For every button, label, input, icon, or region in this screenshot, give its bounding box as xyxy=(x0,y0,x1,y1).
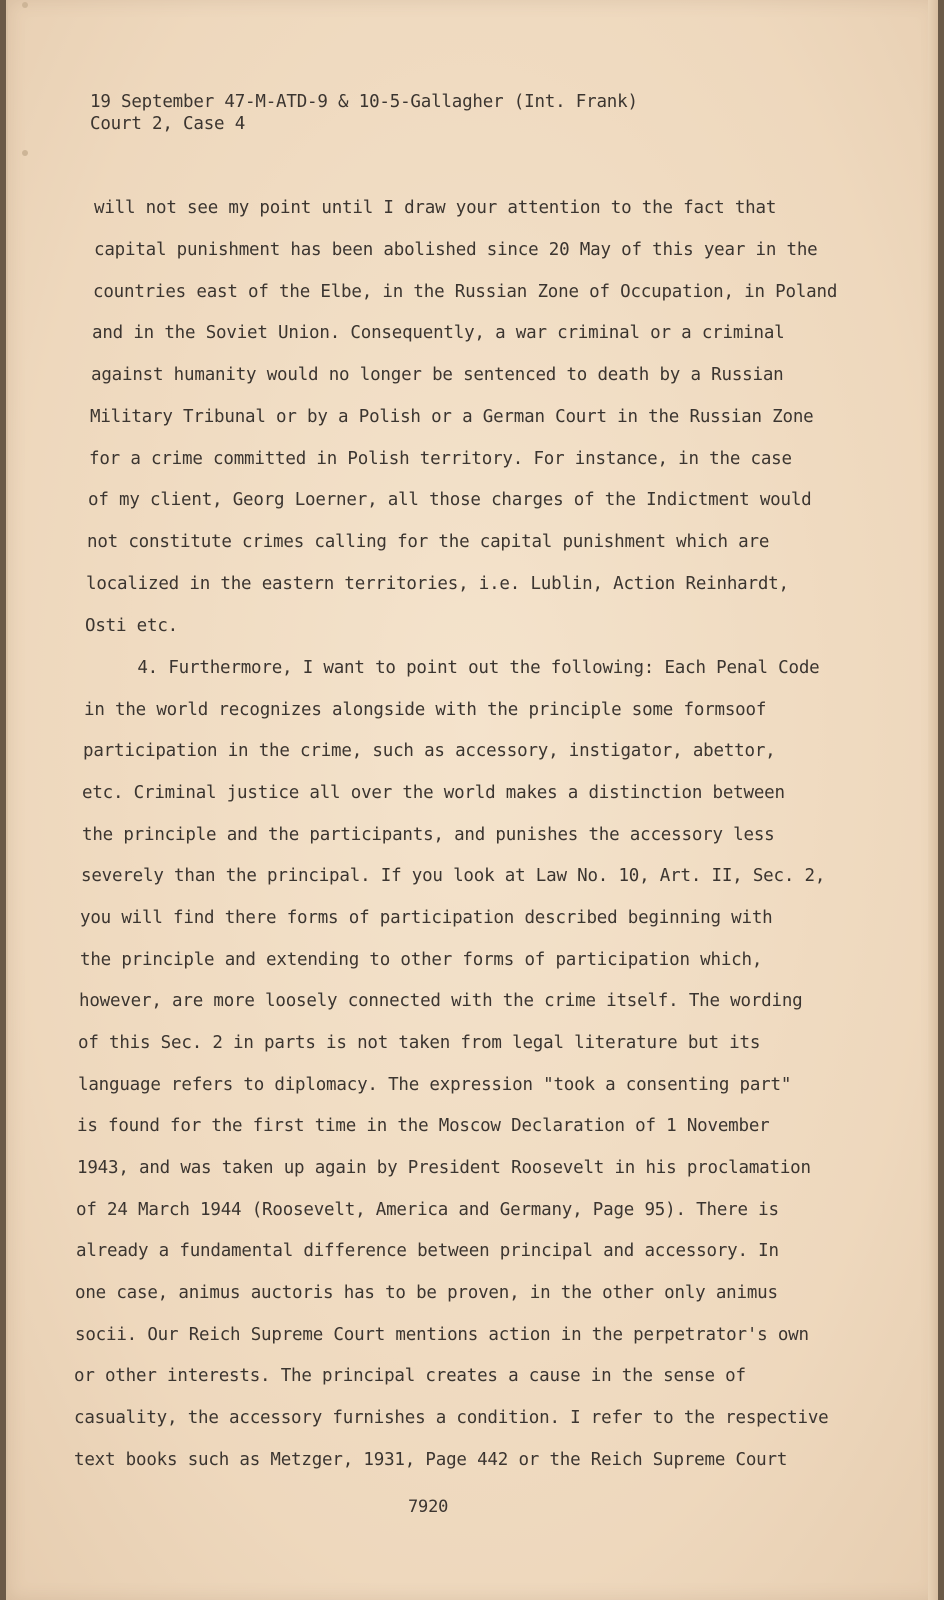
body-text-line: language refers to diplomacy. The expression "took a consenting part" xyxy=(78,1075,792,1095)
body-text-line: participation in the crime, such as accessory, instigator, abettor, xyxy=(83,741,776,761)
body-text-line: 4. Furthermore, I want to point out the following: Each Penal Code xyxy=(96,658,820,678)
body-text-line: however, are more loosely connected with the crime itself. The wording xyxy=(79,991,803,1011)
body-text-line: casuality, the accessory furnishes a condition. I refer to the respective xyxy=(74,1408,829,1428)
document-page xyxy=(6,0,938,1600)
body-text-line: not constitute crimes calling for the capital punishment which are xyxy=(87,532,770,552)
body-text-line: or other interests. The principal creates a cause in the sense of xyxy=(74,1366,746,1386)
page-edge-shadow xyxy=(928,0,938,1600)
body-text-line: of this Sec. 2 in parts is not taken from legal literature but its xyxy=(78,1033,761,1053)
page-number: 7920 xyxy=(408,1497,449,1517)
body-text-line: of 24 March 1944 (Roosevelt, America and Germany, Page 95). There is xyxy=(76,1200,779,1220)
body-text-line: capital punishment has been abolished since 20 May of this year in the xyxy=(94,240,818,260)
binding-mark xyxy=(22,150,28,156)
body-text-line: severely than the principal. If you look at Law No. 10, Art. II, Sec. 2, xyxy=(81,866,826,886)
body-text-line: against humanity would no longer be sentenced to death by a Russian xyxy=(91,365,784,385)
body-text-line: of my client, Georg Loerner, all those charges of the Indictment would xyxy=(88,490,812,510)
body-text-line: and in the Soviet Union. Consequently, a war criminal or a criminal xyxy=(92,323,785,343)
body-text-line: socii. Our Reich Supreme Court mentions action in the perpetrator's own xyxy=(75,1325,809,1345)
body-text-line: 1943, and was taken up again by President Roosevelt in his proclamation xyxy=(77,1158,811,1178)
header-court-line: Court 2, Case 4 xyxy=(90,114,246,134)
body-text-line: you will find there forms of participation described beginning with xyxy=(80,908,773,928)
body-text-line: for a crime committed in Polish territory. For instance, in the case xyxy=(89,449,792,469)
body-text-line: the principle and the participants, and punishes the accessory less xyxy=(82,825,775,845)
body-text-line: Military Tribunal or by a Polish or a German Court in the Russian Zone xyxy=(90,407,814,427)
body-text-line: one case, animus auctoris has to be proven, in the other only animus xyxy=(75,1283,778,1303)
header-session-line: 19 September 47-M-ATD-9 & 10-5-Gallagher (Int. Frank) xyxy=(90,92,638,112)
binding-mark xyxy=(22,2,28,8)
body-text-line: Osti etc. xyxy=(85,616,179,636)
body-text-line: is found for the first time in the Moscow Declaration of 1 November xyxy=(77,1116,770,1136)
body-text-line: localized in the eastern territories, i.e. Lublin, Action Reinhardt, xyxy=(86,574,789,594)
body-text-line: will not see my point until I draw your attention to the fact that xyxy=(94,198,777,218)
body-text-line: countries east of the Elbe, in the Russian Zone of Occupation, in Poland xyxy=(93,282,838,302)
body-text-line: the principle and extending to other forms of participation which, xyxy=(80,950,763,970)
body-text-line: etc. Criminal justice all over the world makes a distinction between xyxy=(82,783,785,803)
body-text-line: already a fundamental difference between principal and accessory. In xyxy=(76,1241,779,1261)
body-text-line: in the world recognizes alongside with the principle some formsoof xyxy=(84,700,767,720)
body-text-line: text books such as Metzger, 1931, Page 442 or the Reich Supreme Court xyxy=(74,1450,788,1470)
